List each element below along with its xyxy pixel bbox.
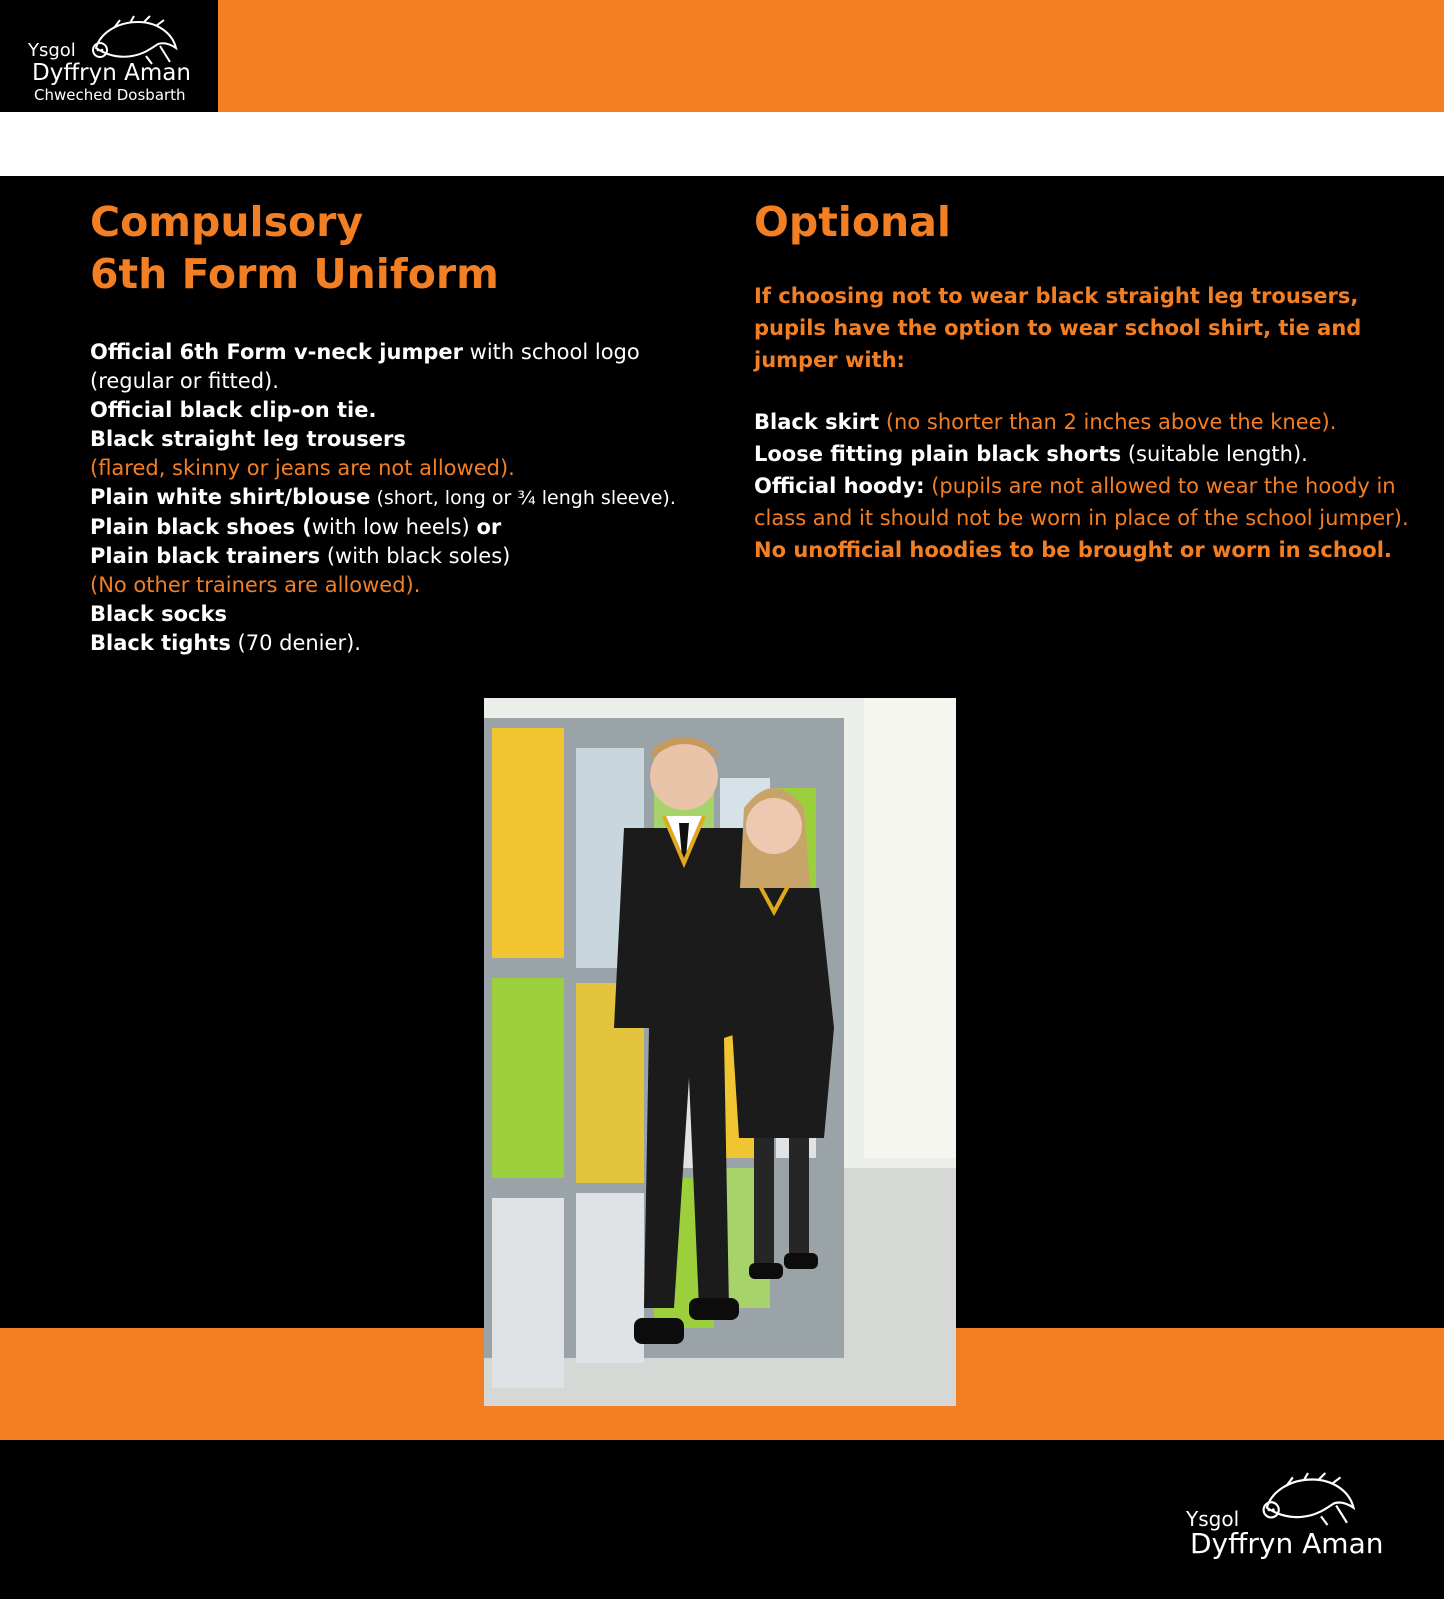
list-item-note: (No other trainers are allowed). bbox=[90, 573, 421, 597]
list-item: Loose fitting plain black shorts (suitable length). bbox=[754, 442, 1308, 466]
list-item: Plain black trainers (with black soles) bbox=[90, 544, 511, 568]
list-item: Plain black shoes (with low heels) or bbox=[90, 515, 502, 539]
list-item: Black straight leg trousers bbox=[90, 427, 406, 451]
compulsory-list bbox=[90, 338, 730, 658]
list-item: Black socks bbox=[90, 602, 227, 626]
optional-list bbox=[754, 406, 1414, 566]
footer-logo-dyffryn-aman: Dyffryn Aman bbox=[1190, 1527, 1384, 1560]
boar-logo-icon bbox=[86, 14, 182, 66]
optional-section bbox=[754, 196, 1414, 566]
compulsory-title-line1: Compulsory bbox=[90, 198, 364, 246]
footer-logo-ysgol: Ysgol bbox=[1186, 1507, 1240, 1531]
white-gap bbox=[0, 112, 1444, 176]
logo-ysgol: Ysgol bbox=[28, 40, 76, 61]
list-item: Official 6th Form v-neck jumper with school logo bbox=[90, 340, 640, 364]
students-photo bbox=[484, 698, 956, 1406]
compulsory-section bbox=[90, 196, 730, 658]
logo-dyffryn-aman: Dyffryn Aman bbox=[32, 60, 191, 86]
list-item: Black tights (70 denier). bbox=[90, 631, 361, 655]
list-item: Plain white shirt/blouse (short, long or ¾ lengh sleeve). bbox=[90, 485, 676, 509]
list-item: Black skirt (no shorter than 2 inches above the knee). bbox=[754, 410, 1337, 434]
optional-intro: If choosing not to wear black straight leg trousers, pupils have the option to wear school shirt, tie and jumper with: bbox=[754, 284, 1362, 372]
list-item-warning: No unofficial hoodies to be brought or worn in school. bbox=[754, 538, 1392, 562]
list-item: Official black clip-on tie. bbox=[90, 398, 377, 422]
list-item: (regular or fitted). bbox=[90, 369, 279, 393]
boar-logo-icon bbox=[1256, 1470, 1360, 1528]
compulsory-title-line2: 6th Form Uniform bbox=[90, 250, 499, 298]
list-item-note: (flared, skinny or jeans are not allowed). bbox=[90, 456, 515, 480]
students-uniform-image bbox=[484, 698, 956, 1406]
logo-chwechded: Chweched Dosbarth bbox=[34, 86, 186, 104]
optional-title: Optional bbox=[754, 198, 951, 246]
footer-logo[interactable] bbox=[1180, 1470, 1400, 1580]
header-logo[interactable] bbox=[0, 0, 218, 112]
list-item: Official hoody: (pupils are not allowed to wear the hoody in class and it should not be worn in place of the school jumper). bbox=[754, 474, 1409, 530]
